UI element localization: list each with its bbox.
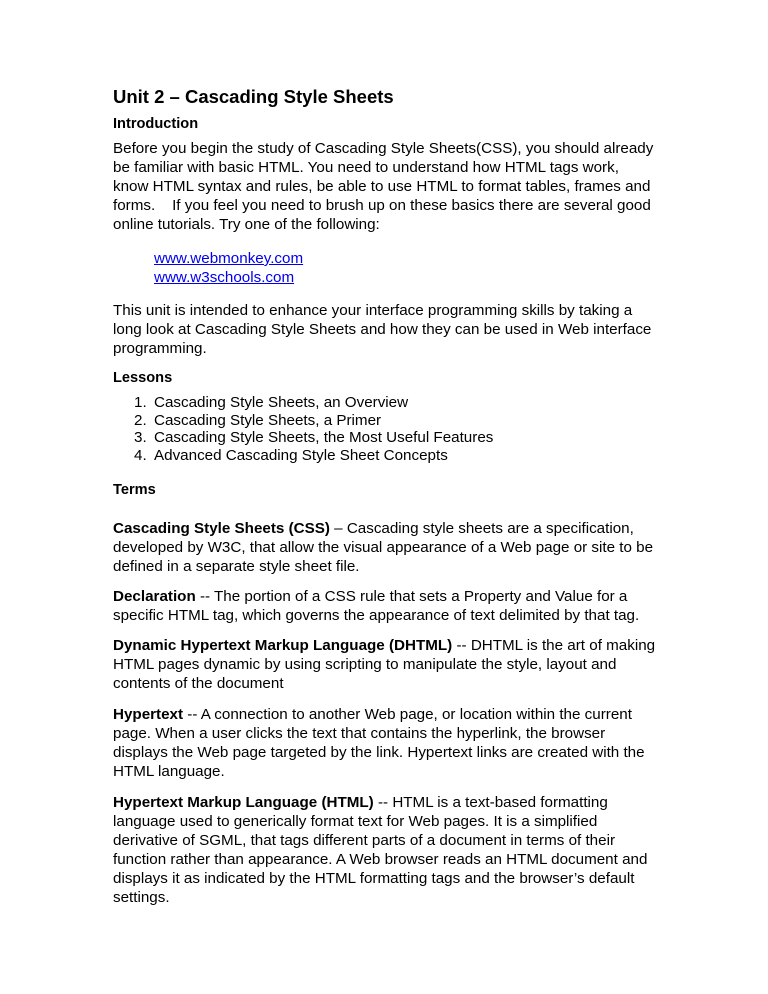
- term-definition: Cascading style sheets are a specification,: [346, 520, 634, 537]
- lesson-label: Cascading Style Sheets, an Overview: [154, 394, 409, 411]
- term-definition-line: HTML pages dynamic by using scripting to manipulate the style, layout and: [113, 656, 617, 673]
- lesson-item: [113, 412, 493, 430]
- lesson-label: Advanced Cascading Style Sheet Concepts: [154, 446, 448, 464]
- term-definition-line: HTML language.: [113, 763, 225, 780]
- terms-heading: Terms: [113, 482, 156, 498]
- lessons-heading: Lessons: [113, 370, 173, 386]
- paragraph-line: online tutorials. Try one of the following:: [113, 216, 380, 233]
- paragraph-line: long look at Cascading Style Sheets and how they can be used in Web interface: [113, 321, 652, 338]
- term-definition-line: specific HTML tag, which governs the appearance of text delimited by that tag.: [113, 607, 640, 624]
- link-webmonkey[interactable]: www.webmonkey.com: [154, 250, 304, 267]
- term-name: Declaration: [113, 588, 196, 605]
- term-name: Hypertext Markup Language (HTML): [113, 794, 374, 811]
- tutorial-links: [154, 249, 303, 287]
- lesson-label: Cascading Style Sheets, the Most Useful Features: [154, 429, 494, 446]
- term-entry-declaration: [113, 587, 639, 625]
- paragraph-line: This unit is intended to enhance your interface programming skills by taking a: [113, 302, 633, 319]
- term-entry-css: [113, 519, 653, 576]
- term-separator: --: [183, 706, 201, 723]
- term-definition-line: language used to generically format text for Web pages. It is a simplified: [113, 813, 598, 830]
- term-entry-dhtml: [113, 636, 655, 693]
- term-definition-line: page. When a user clicks the text that contains the hyperlink, the browser: [113, 725, 606, 742]
- lesson-number: 2.: [134, 411, 147, 429]
- term-separator: --: [195, 588, 214, 605]
- paragraph-line: be familiar with basic HTML. You need to understand how HTML tags work,: [113, 159, 619, 176]
- term-name: Hypertext: [113, 706, 184, 723]
- term-definition-line: displays it as indicated by the HTML formatting tags and the browser’s default: [113, 870, 635, 887]
- term-separator: --: [452, 637, 471, 654]
- term-entry-hypertext: [113, 705, 645, 781]
- paragraph-line: programming.: [113, 340, 207, 357]
- paragraph-line: Before you begin the study of Cascading Style Sheets(CSS), you should already: [113, 140, 654, 157]
- term-definition-line: derivative of SGML, that tags different parts of a document in terms of their: [113, 832, 615, 849]
- term-definition: The portion of a CSS rule that sets a Property and Value for a: [214, 588, 628, 605]
- term-definition-line: function rather than appearance. A Web browser reads an HTML document and: [113, 851, 648, 868]
- paragraph-line: forms. If you feel you need to brush up on these basics there are several good: [113, 197, 651, 214]
- term-name: Dynamic Hypertext Markup Language (DHTML): [113, 637, 453, 654]
- term-separator: –: [329, 520, 347, 537]
- lesson-label: Cascading Style Sheets, a Primer: [154, 411, 382, 429]
- lessons-list: [113, 394, 493, 464]
- term-name: Cascading Style Sheets (CSS): [113, 520, 330, 537]
- term-separator: --: [373, 794, 393, 811]
- page-title: Unit 2 – Cascading Style Sheets: [113, 86, 394, 107]
- lesson-item: [113, 447, 493, 465]
- term-definition-line: defined in a separate style sheet file.: [113, 558, 360, 575]
- lesson-item: [113, 429, 493, 447]
- lesson-number: 1.: [134, 394, 147, 411]
- lesson-number: 4.: [134, 446, 147, 464]
- term-entry-html: [113, 793, 647, 907]
- paragraph-line: know HTML syntax and rules, be able to use HTML to format tables, frames and: [113, 178, 651, 195]
- term-definition-line: contents of the document: [113, 675, 284, 692]
- introduction-paragraph: [113, 139, 653, 234]
- term-definition-line: settings.: [113, 889, 170, 906]
- introduction-heading: Introduction: [113, 116, 199, 132]
- term-definition-line: developed by W3C, that allow the visual appearance of a Web page or site to be: [113, 539, 654, 556]
- term-definition: DHTML is the art of making: [470, 637, 656, 654]
- lesson-item: [113, 394, 493, 412]
- term-definition-line: displays the Web page targeted by the link. Hypertext links are created with the: [113, 744, 645, 761]
- term-definition: A connection to another Web page, or location within the current: [200, 706, 632, 723]
- introduction-closing: [113, 301, 651, 358]
- lesson-number: 3.: [134, 429, 147, 446]
- term-definition: HTML is a text-based formatting: [392, 794, 608, 811]
- link-w3schools[interactable]: www.w3schools.com: [154, 269, 295, 286]
